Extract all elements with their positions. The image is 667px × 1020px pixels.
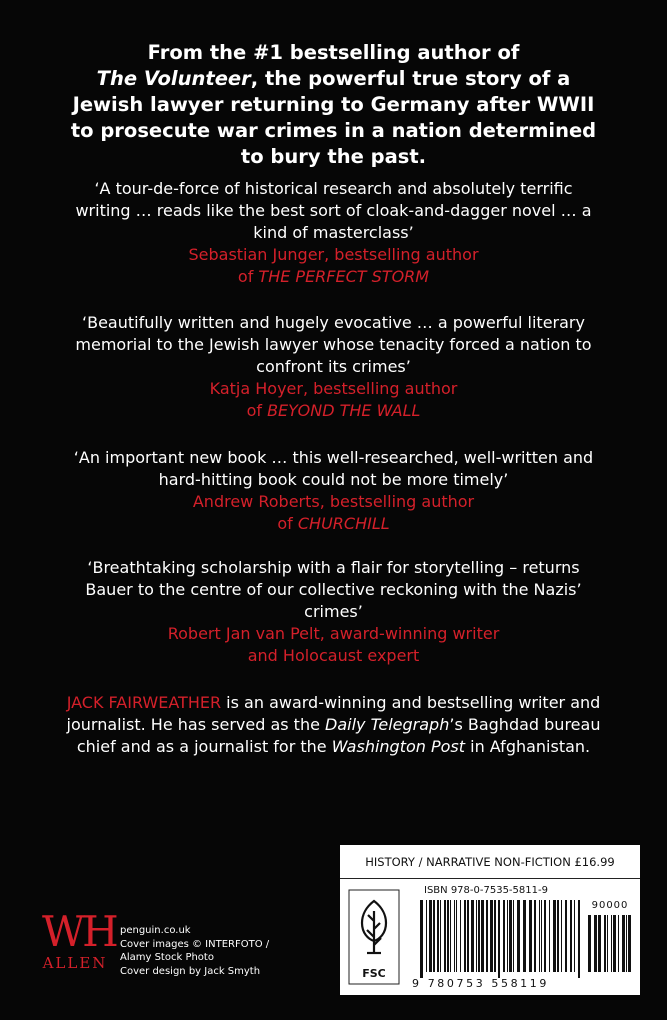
barcode-bar [611, 915, 612, 972]
barcode-bar [613, 915, 616, 972]
logo-wh: WH [42, 907, 116, 956]
barcode-bar [481, 900, 484, 972]
barcode-bar [433, 900, 435, 972]
author-bio [64, 692, 603, 758]
quote-1 [70, 178, 597, 288]
barcode-bar [460, 900, 461, 972]
barcode-bar [426, 900, 427, 972]
ean-number: 9 780753 558119 [412, 977, 549, 990]
attribution-author-line2: and Holocaust expert [247, 646, 420, 665]
barcode-bar [444, 900, 446, 972]
bio-text: is an award-winning and bestselling writer and journalist. He has served as the [66, 693, 601, 734]
fsc-label: FSC [362, 967, 386, 980]
quote-text: ‘Breathtaking scholarship with a flair for storytelling – returns Bauer to the centre of our collective reckoning with the Nazis’ crimes’ [85, 558, 582, 621]
attribution-author: Andrew Roberts, bestselling author [192, 492, 475, 511]
barcode-bar [565, 900, 567, 972]
bio-publication: Washington Post [331, 737, 466, 756]
attribution-prefix: of [277, 514, 298, 533]
logo-allen: ALLEN [42, 954, 108, 972]
barcode-bar [561, 900, 562, 972]
genre-price: HISTORY / NARRATIVE NON-FICTION £16.99 [340, 845, 640, 879]
barcode-bar [628, 915, 631, 972]
barcode-bar [549, 900, 550, 972]
barcode-panel [340, 845, 640, 995]
barcode-bar [429, 900, 432, 972]
barcode-bar [503, 900, 505, 972]
credit-line: Cover images © INTERFOTO / [120, 938, 270, 950]
quote-3 [70, 447, 597, 535]
barcode-bar [456, 900, 457, 972]
barcode-bar [447, 900, 449, 972]
barcode-bar [578, 900, 580, 978]
barcode-bar [570, 900, 572, 972]
credit-website: penguin.co.uk [120, 925, 191, 936]
quote-text: ‘An important new book … this well-researched, well-written and hard-hitting book could not be more timely’ [73, 448, 594, 489]
barcode-bar [517, 900, 520, 972]
attribution-prefix: of [246, 401, 268, 420]
quote-attribution [70, 378, 597, 422]
ean-barcode [420, 900, 580, 978]
quote-attribution [70, 623, 597, 667]
barcode-bar [523, 900, 526, 972]
headline-rest: , the powerful true story of a Jewish lawyer returning to Germany after WWII to prosecute war crimes in a nation determined to bury the past. [70, 67, 597, 168]
addon-number: 90000 [591, 900, 629, 911]
barcode-bar [454, 900, 455, 972]
barcode-bar [437, 900, 439, 972]
attribution-book: CHURCHILL [297, 514, 390, 533]
author-name: JACK FAIRWEATHER [66, 693, 222, 712]
attribution-author: Katja Hoyer, bestselling author [209, 379, 458, 398]
isbn-number: ISBN 978-0-7535-5811-9 [424, 885, 548, 896]
barcode-bar [557, 900, 559, 972]
bio-text: ’s Baghdad bureau chief and as a journalist for the [76, 715, 601, 756]
barcode-bar [467, 900, 469, 972]
barcode-bar [440, 900, 441, 972]
barcode-bar [509, 900, 512, 972]
barcode-bar [574, 900, 575, 972]
publisher-credits [120, 924, 320, 978]
barcode-bar [618, 915, 619, 972]
barcode-bar [478, 900, 480, 972]
attribution-author: Sebastian Junger, bestselling author [188, 245, 479, 264]
publisher-logo [42, 907, 116, 978]
attribution-book: THE PERFECT STORM [258, 267, 430, 286]
quote-text: ‘A tour-de-force of historical research and absolutely terrific writing … reads like the best sort of cloak-and-dagger novel … a kind of masterclass’ [75, 179, 592, 242]
bio-publication: Daily Telegraph [325, 715, 450, 734]
quote-2 [70, 312, 597, 422]
barcode-bar [588, 915, 591, 972]
addon-barcode [588, 915, 632, 978]
barcode-bar [486, 900, 488, 972]
barcode-bar [420, 900, 423, 978]
credit-line: Cover design by Jack Smyth [120, 965, 261, 977]
barcode-bar [541, 900, 542, 972]
barcode-bar [471, 900, 474, 972]
quote-4 [70, 557, 597, 667]
attribution-prefix: of [237, 267, 259, 286]
barcode-bar [598, 915, 601, 972]
attribution-author: Robert Jan van Pelt, award-winning writer [167, 624, 500, 643]
barcode-bar [513, 900, 514, 972]
headline-line1: From the #1 bestselling author of [147, 41, 520, 64]
barcode-bar [544, 900, 546, 972]
quote-attribution [70, 491, 597, 535]
bio-text: in Afghanistan. [465, 737, 591, 756]
barcode-bar [450, 900, 451, 972]
headline-book-title: The Volunteer [96, 67, 251, 90]
barcode-bar [553, 900, 556, 972]
barcode-bar [622, 915, 625, 972]
attribution-book: BEYOND THE WALL [267, 401, 421, 420]
barcode-bar [607, 915, 608, 972]
barcode-bar [534, 900, 536, 972]
quote-attribution [70, 244, 597, 288]
barcode-bar [476, 900, 477, 972]
quote-text: ‘Beautifully written and hugely evocative … a powerful literary memorial to the Jewish lawyer whose tenacity forced a nation to confront its crimes’ [75, 313, 592, 376]
barcode-bar [464, 900, 466, 972]
barcode-bar [529, 900, 532, 972]
barcode-bar [494, 900, 496, 972]
barcode-bar [594, 915, 597, 972]
barcode-bar [626, 915, 627, 972]
barcode-bar [498, 900, 500, 978]
headline-blurb [60, 40, 607, 170]
barcode-bar [604, 915, 606, 972]
barcode-bar [490, 900, 493, 972]
credit-line: Alamy Stock Photo [120, 952, 214, 963]
barcode-bar [539, 900, 540, 972]
barcode-bar [507, 900, 508, 972]
